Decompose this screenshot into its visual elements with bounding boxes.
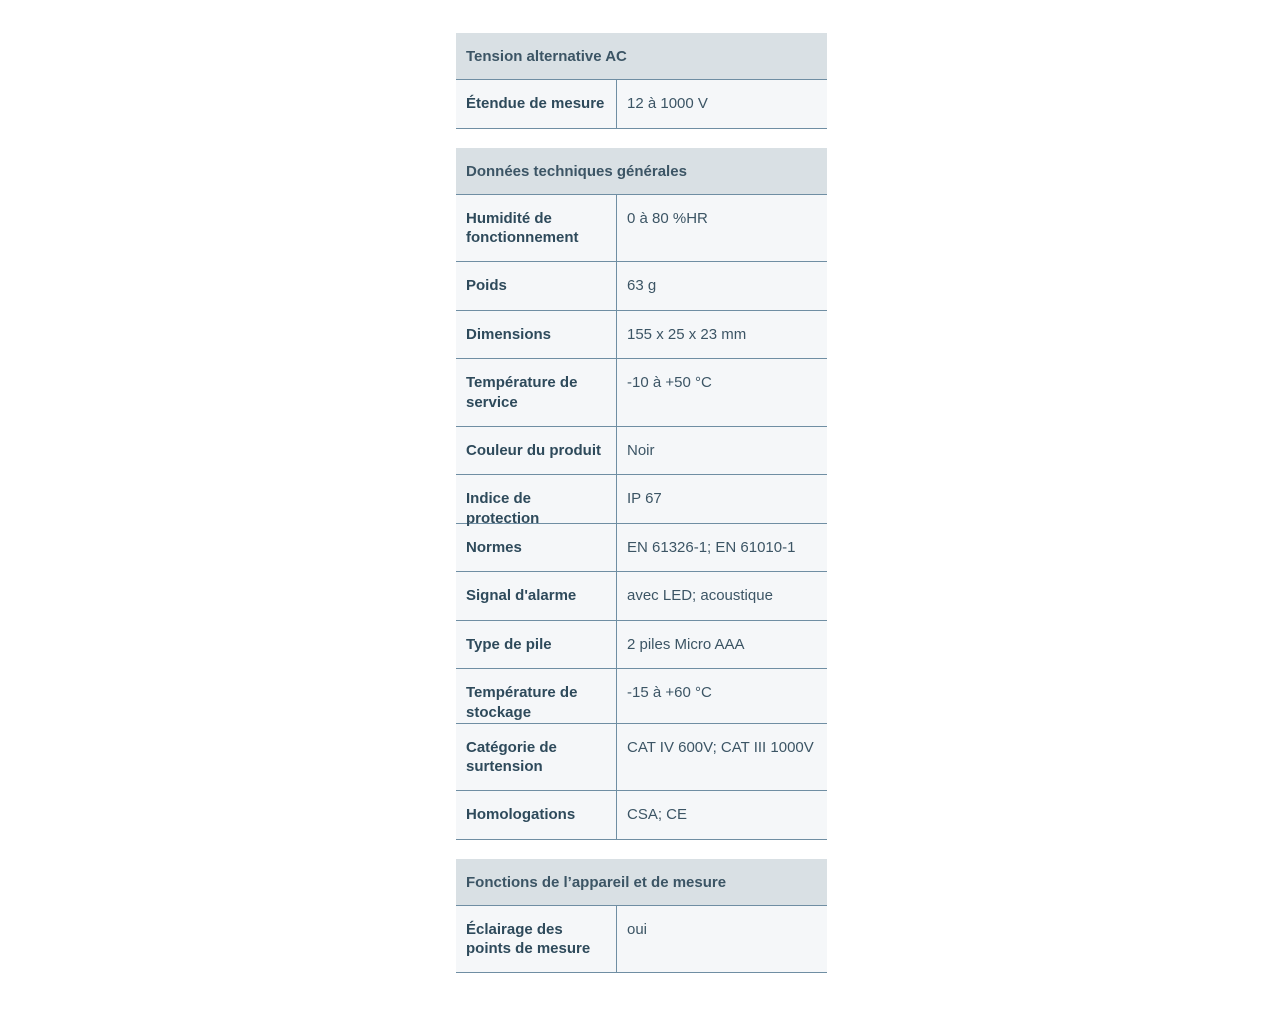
row-label: Catégorie de surtension (456, 724, 617, 791)
table-row (456, 906, 827, 974)
row-label: Poids (456, 262, 617, 310)
row-value: 0 à 80 %HR (627, 209, 708, 227)
row-value: EN 61326-1; EN 61010-1 (627, 538, 796, 556)
row-value: 2 piles Micro AAA (627, 635, 745, 653)
table-row (456, 359, 827, 427)
table-row (456, 572, 827, 621)
table-row (456, 669, 827, 724)
row-value: 63 g (627, 277, 657, 294)
table-row (456, 80, 827, 129)
row-value: -15 à +60 °C (627, 684, 712, 701)
table-row (456, 195, 827, 263)
table-row (456, 311, 827, 360)
row-value: 155 x 25 x 23 mm (627, 325, 747, 343)
table-row (456, 524, 827, 573)
row-label: Humidité de fonctionnement (456, 195, 617, 262)
table-row (456, 475, 827, 527)
row-label: Type de pile (456, 621, 617, 669)
row-value: IP 67 (627, 490, 662, 507)
row-value: avec LED; acoustique (627, 587, 773, 604)
table-row (456, 262, 827, 311)
table-row (456, 724, 827, 792)
row-label: Température de service (456, 359, 617, 426)
row-value: CAT IV 600V; CAT III 1000V (627, 738, 814, 756)
row-value: CSA; CE (627, 806, 688, 823)
row-label: Normes (456, 524, 617, 572)
section-header: Données techniques générales (456, 148, 827, 195)
section-header: Tension alternative AC (456, 33, 827, 80)
section-ac-voltage (456, 33, 827, 129)
row-label: Étendue de mesure (456, 80, 617, 128)
table-row (456, 427, 827, 476)
row-value: -10 à +50 °C (627, 374, 712, 391)
section-header: Fonctions de l’appareil et de mesure (456, 859, 827, 906)
table-row (456, 621, 827, 670)
row-label: Éclairage des points de mesure (456, 906, 617, 973)
row-label: Homologations (456, 791, 617, 839)
section-device-functions (456, 859, 827, 974)
row-value: Noir (627, 441, 655, 459)
row-value: 12 à 1000 V (627, 95, 708, 112)
row-label: Signal d'alarme (456, 572, 617, 620)
row-label: Couleur du produit (456, 427, 617, 475)
row-label: Température de stockage (456, 669, 617, 723)
row-label: Dimensions (456, 311, 617, 359)
section-general-tech-data (456, 148, 827, 840)
table-row (456, 791, 827, 840)
row-value: oui (627, 920, 648, 938)
spec-table (456, 33, 827, 992)
row-label: Indice de protection (456, 475, 617, 523)
